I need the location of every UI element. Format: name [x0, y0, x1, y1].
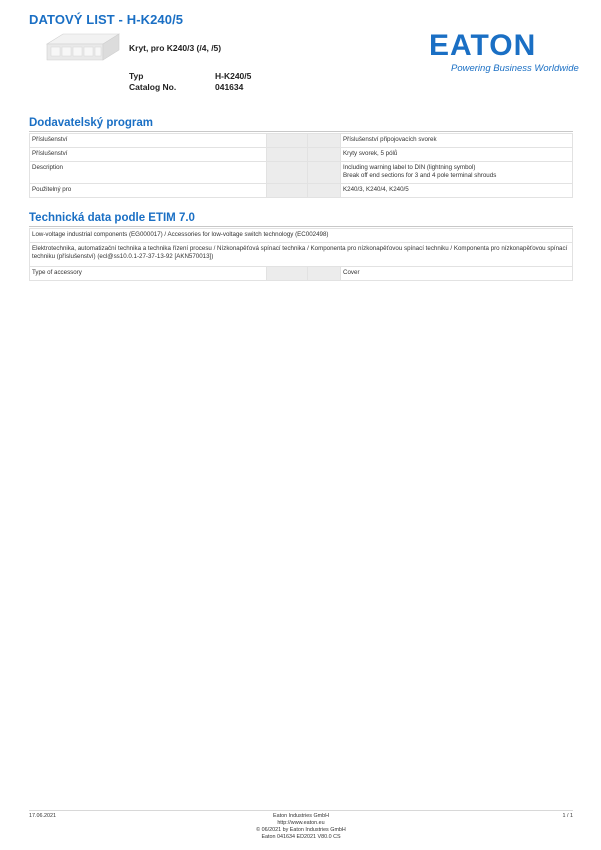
product-subtitle: Kryt, pro K240/3 (/4, /5) [129, 43, 222, 53]
empty-cell [308, 148, 341, 162]
logo-tagline: Powering Business Worldwide [451, 63, 579, 74]
row-label: Použitelný pro [30, 184, 267, 198]
empty-cell [267, 134, 308, 148]
table-row [30, 148, 573, 162]
table-row [30, 162, 573, 184]
product-meta [129, 71, 251, 93]
meta-value: H-K240/5 [215, 71, 252, 81]
row-label: Type of accessory [30, 267, 267, 281]
supplier-program-table [29, 133, 573, 198]
value-line: Including warning label to DIN (lightning symbol) [343, 164, 476, 171]
empty-cell [308, 162, 341, 184]
table-row [30, 229, 573, 243]
row-value: Cover [341, 267, 573, 281]
classification-text: Elektrotechnika, automatizační technika a technika řízení procesu / Nízkonapěťová spínací technika / Komponenta pro nízkonapěťovou spínací techniku / Komponenta pro nízkonapěťovou spínací techniku (příslušenství) (ecl@ss10.0.1-27-37-13-92 [AKN570013]) [30, 243, 573, 267]
footer-company: Eaton Industries GmbH [272, 813, 330, 819]
logo-wordmark: EATON [429, 29, 537, 62]
empty-cell [267, 148, 308, 162]
empty-cell [308, 134, 341, 148]
footer-page-number: 1 / 1 [562, 813, 573, 819]
row-label: Příslušenství [30, 148, 267, 162]
meta-row-catalog [129, 82, 251, 93]
section-title-technical-data: Technická data podle ETIM 7.0 [29, 212, 195, 224]
footer-date: 17.06.2021 [29, 813, 56, 819]
meta-row-type [129, 71, 251, 82]
empty-cell [308, 184, 341, 198]
document-title: DATOVÝ LIST - H-K240/5 [29, 12, 184, 27]
footer-copyright: © 06/2021 by Eaton Industries GmbH [256, 827, 346, 833]
section-divider [29, 226, 573, 227]
meta-key: Typ [129, 71, 144, 81]
meta-value: 041634 [215, 82, 244, 92]
row-label: Příslušenství [30, 134, 267, 148]
footer-doc-id: Eaton 041634 ED2021 V80.0 CS [261, 834, 341, 840]
section-divider [29, 131, 573, 132]
class-line: Low-voltage industrial components (EG000017) / Accessories for low-voltage switch technology (EC002498) [30, 229, 573, 243]
value-line: Break off end sections for 3 and 4 pole terminal shrouds [343, 172, 497, 179]
row-value: K240/3, K240/4, K240/5 [341, 184, 573, 198]
table-row [30, 267, 573, 281]
eaton-logo [428, 29, 579, 79]
empty-cell [308, 267, 341, 281]
technical-data-table [29, 228, 573, 281]
empty-cell [267, 184, 308, 198]
row-label: Description [30, 162, 267, 184]
table-row [30, 243, 573, 267]
section-title-supplier-program: Dodavatelský program [29, 117, 153, 129]
meta-key: Catalog No. [129, 82, 177, 92]
row-value: Kryty svorek, 5 pólů [341, 148, 573, 162]
footer-center [29, 813, 573, 841]
empty-cell [267, 267, 308, 281]
table-row [30, 134, 573, 148]
row-value: Příslušenství připojovacích svorek [341, 134, 573, 148]
footer-divider [29, 810, 573, 811]
footer-url[interactable]: http://www.eaton.eu [277, 820, 325, 826]
table-row [30, 184, 573, 198]
product-image [43, 30, 121, 68]
row-value [341, 162, 573, 184]
empty-cell [267, 162, 308, 184]
